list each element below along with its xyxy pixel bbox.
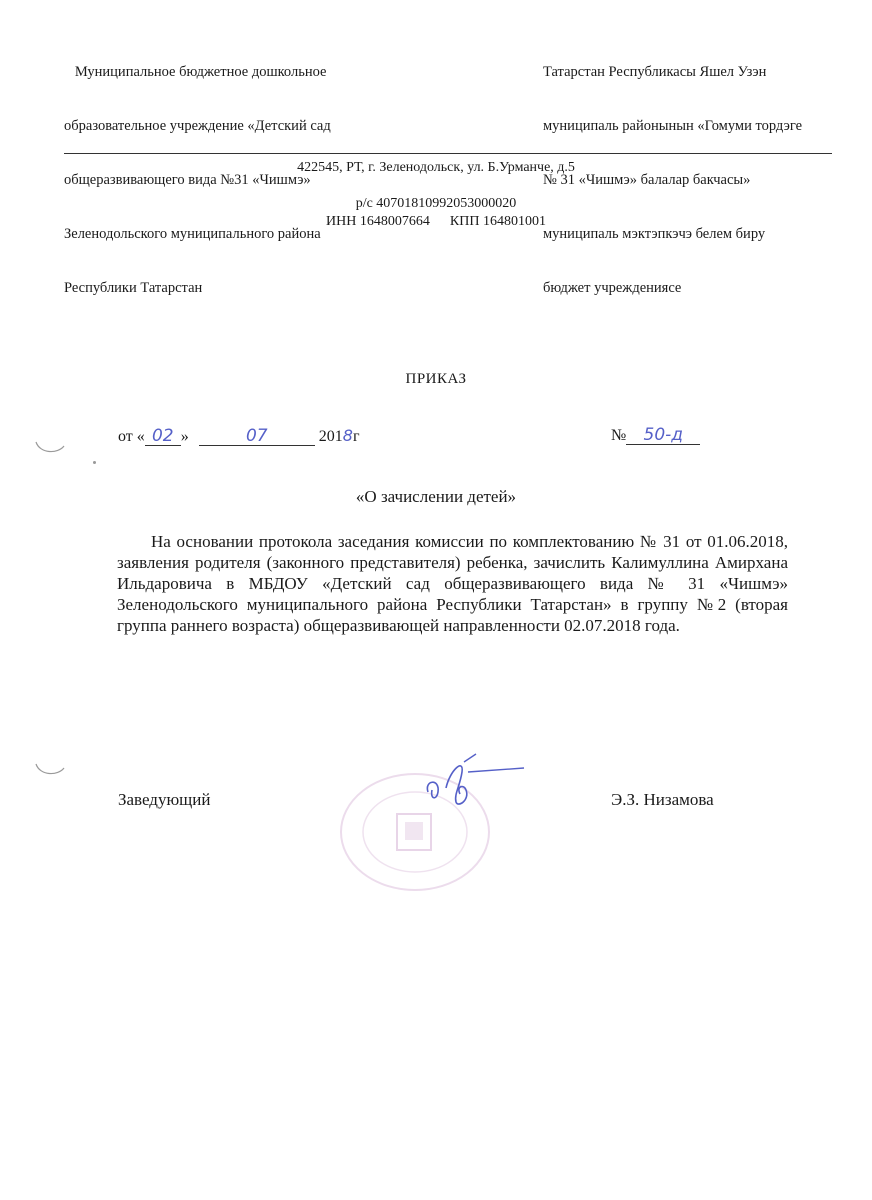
number-prefix: № [611,427,627,444]
date-month: 07 [199,427,315,446]
bank-account: р/с 40701810992053000020 [355,196,517,211]
header-right-line: муниципаль мэктэпкэчэ белем биру [543,226,766,242]
date-open-quote: « [136,428,145,445]
number-value: 50-д [626,426,700,445]
hole-punch-mark [34,440,66,456]
inn-number: ИНН 1648007664 [326,214,430,229]
order-body: На основании протокола заседания комиссии по комплектованию № 31 от 01.06.2018, заявления родителя (законного представителя) ребенка, зачислить Калимуллина Амирхана Ильдаровича в МБДОУ «Детский сад общеразвивающего вида № 31 «Чишмэ» Зеленодольского муниципального района Республики Татарстан» в группу №2 (вторая группа раннего возраста) общеразвивающей направленности 02.07.2018 года. [117,532,788,635]
signatory-name: Э.З. Низамова [611,790,714,809]
header-left-line: Муниципальное бюджетное дошкольное [64,64,327,80]
signature-scribble [420,750,530,820]
order-subject: «О зачислении детей» [355,487,517,506]
date-year-suffix: г [352,428,360,445]
header-right-line: муниципаль районынын «Гомуми тордэге [543,118,803,134]
date-year-handwritten: 8 [342,426,353,445]
order-date [118,426,360,446]
kpp-number: КПП 164801001 [449,214,546,229]
header-right-line: бюджет учреждениясе [543,280,682,296]
document-title: ПРИКАЗ [405,371,467,387]
date-year-printed: 201 [318,428,343,445]
order-number [611,426,700,445]
date-prefix: от [118,428,133,445]
header-divider [64,153,832,154]
hole-punch-mark [34,762,66,778]
date-day: 02 [145,427,181,446]
scan-speck [93,461,96,464]
header-left-line: Зеленодольского муниципального района [64,226,321,242]
organization-address: 422545, РТ, г. Зеленодольск, ул. Б.Урманче, д.5 [297,160,575,175]
header-right-line: № 31 «Чишмэ» балалар бакчасы» [543,172,751,188]
date-close-quote: » [180,428,189,445]
tax-ids [0,214,872,230]
header-left-line: Республики Татарстан [64,280,203,296]
header-left-line: общеразвивающего вида №31 «Чишмэ» [64,172,311,188]
header-right-line: Татарстан Республикасы Яшел Узэн [543,64,767,80]
signatory-role: Заведующий [118,790,211,809]
header-left-line: образовательное учреждение «Детский сад [64,118,331,134]
